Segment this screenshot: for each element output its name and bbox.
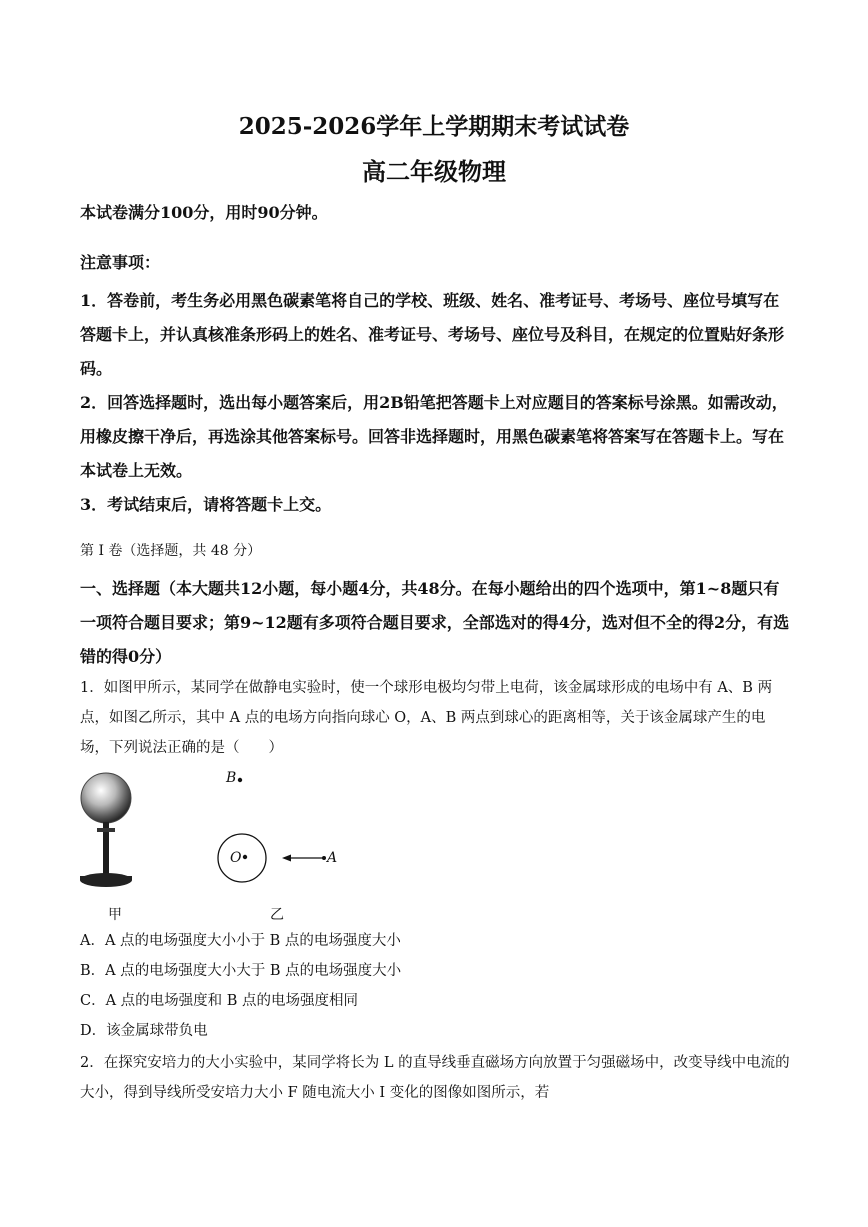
note-item: 1．答卷前，考生务必用黑色碳素笔将自己的学校、班级、姓名、准考证号、考场号、座位号填写在答题卡上，并认真核准条形码上的姓名、准考证号、考场号、座位号及科目，在规定的位置贴好条形码。 bbox=[80, 291, 785, 378]
section1-heading: 一、选择题（本大题共12小题，每小题4分，共48分。在每小题给出的四个选项中，第1~8题只有一项符合题目要求；第9~12题有多项符合题目要求，全部选对的得4分，选对但不全的得2分，有选错的得0分） bbox=[80, 579, 790, 666]
exam-title: 2025-2026学年上学期期末考试试卷 bbox=[238, 113, 630, 140]
option-a: A．A 点的电场强度大小小于 B 点的电场强度大小 bbox=[80, 933, 401, 949]
part1-label: 第 I 卷（选择题，共 48 分） bbox=[80, 543, 262, 559]
q1-options bbox=[80, 926, 790, 1046]
option-b: B．A 点的电场强度大小大于 B 点的电场强度大小 bbox=[80, 963, 402, 979]
center-o bbox=[243, 855, 247, 859]
label-o: O bbox=[230, 850, 242, 866]
note-item: 3．考试结束后，请将答题卡上交。 bbox=[80, 495, 332, 514]
sphere-circle bbox=[218, 834, 266, 882]
notes-heading: 注意事项： bbox=[80, 253, 161, 272]
notes-list bbox=[80, 284, 790, 522]
option-c: C．A 点的电场强度和 B 点的电场强度相同 bbox=[80, 993, 359, 1009]
exam-info: 本试卷满分100分，用时90分钟。 bbox=[80, 203, 328, 222]
q1-stem: 1．如图甲所示，某同学在做静电实验时，使一个球形电极均匀带上电荷，该金属球形成的电场中有 A、B 两点，如图乙所示，其中 A 点的电场方向指向球心 O，A、B 两点到球心的距离相等，关于该金属球产生的电场，下列说法正确的是（ ） bbox=[80, 680, 773, 756]
q1-figure bbox=[78, 768, 378, 928]
note-item: 2．回答选择题时，选出每小题答案后，用2B铅笔把答题卡上对应题目的答案标号涂黑。如需改动，用橡皮擦干净后，再选涂其他答案标号。回答非选择题时，用黑色碳素笔将答案写在答题卡上。写在本试卷上无效。 bbox=[80, 393, 788, 480]
caption-yi: 乙 bbox=[270, 907, 284, 923]
point-b bbox=[238, 778, 242, 782]
option-d: D．该金属球带负电 bbox=[80, 1023, 208, 1039]
point-a bbox=[322, 856, 326, 860]
arrow-head bbox=[282, 855, 291, 862]
label-a: A bbox=[327, 850, 338, 866]
exam-subtitle: 高二年级物理 bbox=[362, 157, 506, 186]
label-b: B bbox=[226, 770, 237, 786]
caption-jia: 甲 bbox=[108, 907, 122, 923]
q2-stem: 2．在探究安培力的大小实验中，某同学将长为 L 的直导线垂直磁场方向放置于匀强磁场中，改变导线中电流的大小，得到导线所受安培力大小 F 随电流大小 I 变化的图像如图所示，若 bbox=[80, 1055, 790, 1101]
q1-figure-svg bbox=[78, 768, 378, 898]
field-diagram bbox=[218, 778, 326, 882]
metal-sphere-apparatus bbox=[80, 773, 132, 887]
